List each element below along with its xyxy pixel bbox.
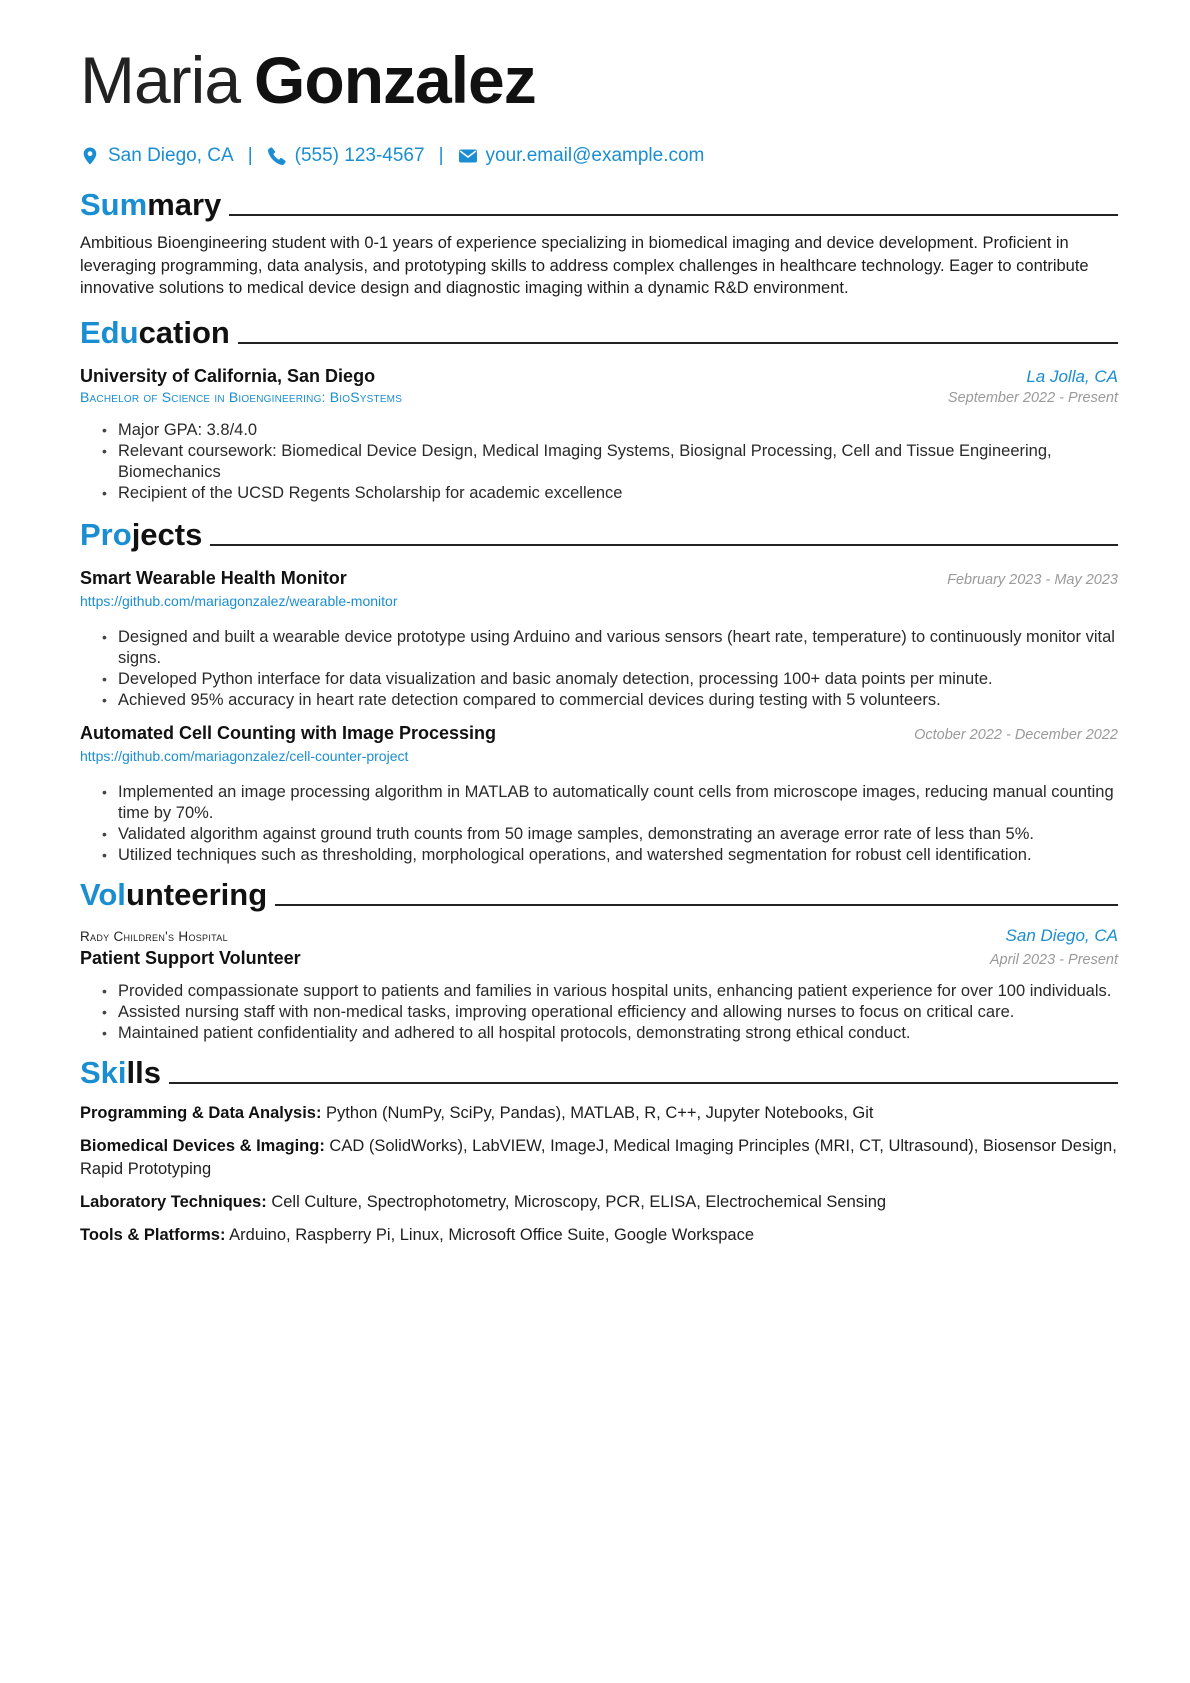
project-name: Automated Cell Counting with Image Processing [80,722,497,743]
list-item: • Assisted nursing staff with non-medical tasks, improving operational efficiency and allowing nurses to focus on critical care. [118,1002,1118,1023]
skills-list [80,1102,1118,1247]
envelope-icon [458,146,478,166]
skill-label: Programming & Data Analysis: [80,1103,322,1122]
list-item: • Achieved 95% accuracy in heart rate detection compared to commercial devices during testing with 5 volunteers. [118,690,1118,711]
list-item: • Provided compassionate support to patients and families in various hospital units, enhancing patient experience for over 100 individuals. [118,981,1118,1002]
list-item: • Developed Python interface for data visualization and basic anomaly detection, processing 100+ data points per minute. [118,669,1118,690]
skill-row [80,1135,1118,1181]
education-entry [80,366,1118,504]
section-title: Projects [80,516,203,552]
volunteer-role: Patient Support Volunteer [80,947,301,968]
phone-icon [267,146,287,166]
section-rule [238,342,1118,344]
location-text: San Diego, CA [108,145,234,166]
project-bullets [80,782,1118,866]
skill-value: CAD (SolidWorks), LabVIEW, ImageJ, Medical Imaging Principles (MRI, CT, Ultrasound), Biosensor Design, Rapid Prototyping [80,1136,1117,1178]
list-item: • Recipient of the UCSD Regents Scholarship for academic excellence [118,483,1118,504]
education-dates: September 2022 - Present [947,389,1118,406]
section-title: Skills [80,1054,161,1090]
skill-row [80,1102,1118,1125]
contact-separator: | [438,145,444,166]
email-link[interactable]: your.email@example.com [485,145,705,166]
skill-label: Laboratory Techniques: [80,1192,267,1211]
skill-label: Biomedical Devices & Imaging: [80,1136,325,1155]
summary-text: Ambitious Bioengineering student with 0-1 years of experience specializing in biomedical imaging and device development. Proficient in leveraging programming, data analysis, and prototyping skills to address complex challenges in healthcare technology. Eager to contribute innovative solutions to medical device design and diagnostic imaging within a dynamic R&D environment. [80,234,1089,297]
education-bullets [80,420,1118,504]
organization-name: Rady Children's Hospital [80,928,228,944]
phone-text[interactable]: (555) 123-4567 [294,145,425,166]
section-rule [169,1082,1118,1084]
list-item: • Major GPA: 3.8/4.0 [118,420,1118,441]
list-item: • Relevant coursework: Biomedical Device Design, Medical Imaging Systems, Biosignal Processing, Cell and Tissue Engineering, Biomechanics [118,441,1118,483]
degree: Bachelor of Science in Bioengineering: BioSystems [80,388,403,405]
project-name: Smart Wearable Health Monitor [80,567,347,588]
contact-location [80,145,234,167]
project-dates: February 2023 - May 2023 [947,571,1118,588]
skill-value: Arduino, Raspberry Pi, Linux, Microsoft Office Suite, Google Workspace [229,1225,755,1244]
volunteering-entry [80,926,1118,1044]
section-title: Education [80,314,230,350]
last-name: Gonzalez [254,43,536,117]
section-rule [229,214,1118,216]
project-link[interactable]: https://github.com/mariagonzalez/wearable-monitor [80,592,398,609]
list-item: • Maintained patient confidentiality and adhered to all hospital protocols, demonstrating strong ethical conduct. [118,1023,1118,1044]
school-location: La Jolla, CA [1026,366,1118,386]
school-name: University of California, San Diego [80,365,376,386]
list-item: • Designed and built a wearable device prototype using Arduino and various sensors (heart rate, temperature) to continuously monitor vital signs. [118,627,1118,669]
first-name: Maria [80,43,241,117]
list-item: • Utilized techniques such as thresholding, morphological operations, and watershed segmentation for robust cell identification. [118,845,1118,866]
skills-heading [80,1054,1118,1092]
contact-line [80,144,1118,168]
volunteering-dates: April 2023 - Present [989,951,1118,968]
candidate-name [80,40,1118,120]
skill-row [80,1191,1118,1214]
education-heading [80,314,1118,352]
map-marker-icon [80,146,100,166]
contact-email[interactable] [458,145,705,167]
contact-separator: | [247,145,253,166]
projects-heading [80,516,1118,554]
section-title: Summary [80,187,222,222]
skill-value: Python (NumPy, SciPy, Pandas), MATLAB, R, C++, Jupyter Notebooks, Git [326,1103,874,1122]
section-rule [210,544,1118,546]
list-item: • Validated algorithm against ground truth counts from 50 image samples, demonstrating an average error rate of less than 5%. [118,824,1118,845]
project-bullets [80,627,1118,711]
project-entry [80,723,1118,866]
volunteering-bullets [80,981,1118,1044]
resume-page [80,40,1118,1247]
contact-phone[interactable] [267,145,425,167]
summary-heading [80,186,1118,224]
volunteering-heading [80,876,1118,914]
section-title: Volunteering [80,876,268,912]
skill-label: Tools & Platforms: [80,1225,226,1244]
volunteering-location: San Diego, CA [1005,925,1118,945]
project-dates: October 2022 - December 2022 [914,726,1118,743]
skill-value: Cell Culture, Spectrophotometry, Microscopy, PCR, ELISA, Electrochemical Sensing [271,1192,887,1211]
section-rule [275,904,1118,906]
project-entry [80,568,1118,711]
skill-row [80,1224,1118,1247]
project-link[interactable]: https://github.com/mariagonzalez/cell-counter-project [80,747,409,764]
list-item: • Implemented an image processing algorithm in MATLAB to automatically count cells from microscope images, reducing manual counting time by 70%. [118,782,1118,824]
